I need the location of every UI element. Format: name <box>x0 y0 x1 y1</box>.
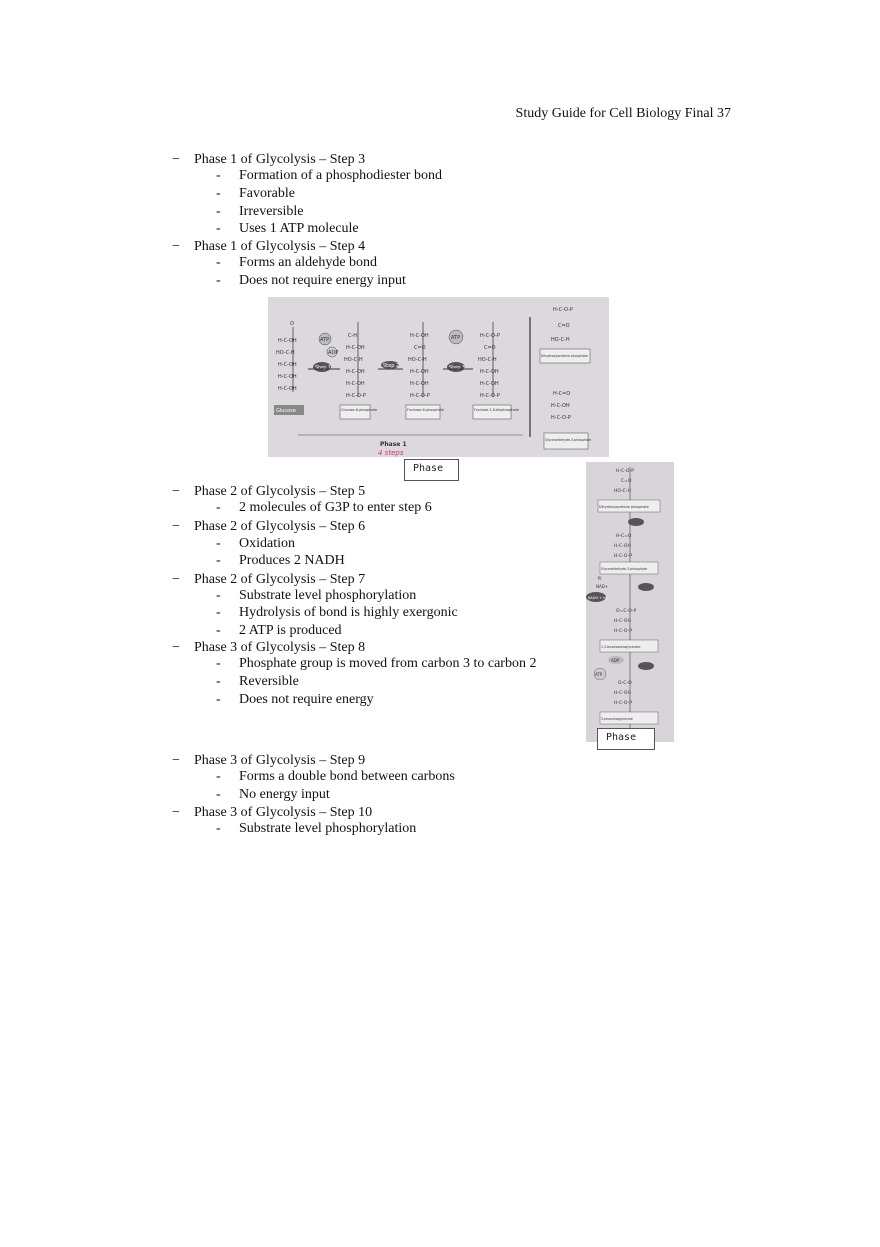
bullet-dash: − <box>172 152 180 167</box>
svg-text:H-C-OH: H-C-OH <box>278 362 297 368</box>
outline-point-text: Hydrolysis of bond is highly exergonic <box>239 605 458 620</box>
svg-text:H-C-O-P: H-C-O-P <box>410 393 430 399</box>
outline-point <box>216 604 458 621</box>
f16bp-label: Fructose-1,6-bisphosphate <box>474 408 520 412</box>
outline-point-text: Produces 2 NADH <box>239 553 345 568</box>
bullet-hyphen: - <box>216 623 221 638</box>
svg-text:H-C-OH: H-C-OH <box>346 381 365 387</box>
svg-text:H-C-OH: H-C-OH <box>346 369 365 375</box>
svg-text:H-C=O: H-C=O <box>553 391 571 397</box>
svg-text:HO-C-H: HO-C-H <box>551 337 570 343</box>
pi-label: Pi <box>598 576 602 581</box>
outline-point-text: Irreversible <box>239 204 304 219</box>
f6p-label: Fructose-6-phosphate <box>407 408 444 412</box>
svg-text:H-C=O: H-C=O <box>616 534 632 539</box>
atp-label-3: ATP <box>595 672 603 677</box>
figure1-caption: Phase <box>404 459 459 481</box>
outline-point-text: Substrate level phosphorylation <box>239 821 417 836</box>
outline-point <box>216 220 359 237</box>
g3p-label-2: Glyceraldehyde-3-phosphate <box>601 567 648 571</box>
step3-label: Step 3 <box>449 365 466 371</box>
bullet-hyphen: - <box>216 656 221 671</box>
outline-heading <box>172 639 366 656</box>
svg-text:H-C-OH: H-C-OH <box>614 691 631 696</box>
svg-text:O-C-O: O-C-O <box>618 681 632 686</box>
bullet-hyphen: - <box>216 787 221 802</box>
glucose-label: Glucose <box>276 408 296 414</box>
svg-text:H-C-O-P: H-C-O-P <box>616 469 634 474</box>
outline-point <box>216 254 378 271</box>
phase2-diagram-photo <box>586 462 674 742</box>
outline-point-text: Oxidation <box>239 536 295 551</box>
outline-point-text: Favorable <box>239 186 295 201</box>
outline-point <box>216 203 304 220</box>
svg-text:H-C-OH: H-C-OH <box>480 381 499 387</box>
bullet-dash: − <box>172 239 180 254</box>
outline-point-text: 2 molecules of G3P to enter step 6 <box>239 500 432 515</box>
svg-text:H-C-OH: H-C-OH <box>551 403 570 409</box>
bullet-hyphen: - <box>216 674 221 689</box>
outline-heading <box>172 518 366 535</box>
outline-point <box>216 587 417 604</box>
outline-point-text: Formation of a phosphodiester bond <box>239 168 442 183</box>
outline-point-text: Reversible <box>239 674 299 689</box>
step2-label: Step 2 <box>383 363 400 369</box>
outline-heading-text: Phase 3 of Glycolysis – Step 8 <box>194 640 366 655</box>
outline-point-text: Forms an aldehyde bond <box>239 255 378 270</box>
outline-heading <box>172 151 366 168</box>
outline-point <box>216 786 330 803</box>
atp-label-2: ATP <box>451 335 461 341</box>
outline-point-text: Forms a double bond between carbons <box>239 769 455 784</box>
svg-text:H-C-O-P: H-C-O-P <box>480 393 500 399</box>
outline-heading-text: Phase 3 of Glycolysis – Step 9 <box>194 753 366 768</box>
outline-point-text: 2 ATP is produced <box>239 623 342 638</box>
outline-point <box>216 167 442 184</box>
outline-point <box>216 768 455 785</box>
outline-point <box>216 552 345 569</box>
bullet-hyphen: - <box>216 273 221 288</box>
svg-text:C=O: C=O <box>558 323 570 329</box>
bullet-dash: − <box>172 572 180 587</box>
bullet-hyphen: - <box>216 255 221 270</box>
handwritten-note: 4 steps <box>378 449 404 457</box>
svg-text:H-C-O-P: H-C-O-P <box>614 701 632 706</box>
outline-heading-text: Phase 3 of Glycolysis – Step 10 <box>194 805 373 820</box>
svg-text:H-C-OH: H-C-OH <box>614 619 631 624</box>
outline-heading <box>172 804 373 821</box>
atp-label: ATP <box>320 337 330 343</box>
svg-text:HO-C-H: HO-C-H <box>478 357 497 363</box>
svg-text:H-C-OH: H-C-OH <box>614 544 631 549</box>
svg-text:H-C-OH: H-C-OH <box>278 386 297 392</box>
bullet-hyphen: - <box>216 605 221 620</box>
3pg-label: 3-phosphoglycerate <box>601 717 633 721</box>
bullet-hyphen: - <box>216 821 221 836</box>
svg-text:H-C-OH: H-C-OH <box>278 338 297 344</box>
outline-heading <box>172 238 366 255</box>
dhap-label-2: Dihydroxyacetone phosphate <box>599 505 649 509</box>
svg-text:H-C-OH: H-C-OH <box>346 345 365 351</box>
adp-label-2: ADP <box>611 658 620 663</box>
bullet-hyphen: - <box>216 186 221 201</box>
svg-text:H-C-O-P: H-C-O-P <box>614 629 632 634</box>
figure2-caption: Phase <box>597 728 655 750</box>
phase1-diagram-photo <box>268 297 609 457</box>
outline-point <box>216 535 295 552</box>
nadh-label: NADH + H+ <box>588 596 609 600</box>
svg-text:H-C-O-P: H-C-O-P <box>614 554 632 559</box>
bullet-hyphen: - <box>216 500 221 515</box>
outline-point <box>216 655 537 672</box>
dhap-label: Dihydroxyacetone phosphate <box>541 354 588 358</box>
outline-point <box>216 820 417 837</box>
svg-text:H-C-OH: H-C-OH <box>410 333 429 339</box>
bullet-hyphen: - <box>216 553 221 568</box>
bullet-hyphen: - <box>216 536 221 551</box>
svg-text:C=O: C=O <box>414 345 426 351</box>
bullet-hyphen: - <box>216 168 221 183</box>
adp-label: ADP <box>328 350 339 356</box>
outline-point-text: Phosphate group is moved from carbon 3 to carbon 2 <box>239 656 537 671</box>
svg-text:H-C-O-P: H-C-O-P <box>553 307 573 313</box>
nad-label: NAD+ <box>596 584 609 589</box>
svg-text:H-C-OH: H-C-OH <box>278 374 297 380</box>
svg-text:O=C-O-P: O=C-O-P <box>616 609 637 614</box>
bullet-dash: − <box>172 519 180 534</box>
bullet-dash: − <box>172 753 180 768</box>
outline-point-text: Does not require energy input <box>239 273 406 288</box>
outline-heading-text: Phase 2 of Glycolysis – Step 6 <box>194 519 366 534</box>
outline-heading-text: Phase 2 of Glycolysis – Step 7 <box>194 572 366 587</box>
bullet-dash: − <box>172 484 180 499</box>
svg-text:C-H: C-H <box>348 333 358 339</box>
svg-text:H-C-OH: H-C-OH <box>410 369 429 375</box>
phase1-label: Phase 1 <box>380 441 407 448</box>
outline-point <box>216 673 299 690</box>
outline-heading-text: Phase 1 of Glycolysis – Step 3 <box>194 152 366 167</box>
svg-text:H-C-O-P: H-C-O-P <box>551 415 571 421</box>
outline-point-text: No energy input <box>239 787 330 802</box>
step1-label: Step 1 <box>315 365 332 371</box>
svg-text:C=O: C=O <box>484 345 496 351</box>
svg-text:O: O <box>290 321 294 327</box>
outline-point-text: Substrate level phosphorylation <box>239 588 417 603</box>
bullet-hyphen: - <box>216 769 221 784</box>
outline-heading <box>172 483 366 500</box>
bullet-hyphen: - <box>216 692 221 707</box>
outline-point-text: Uses 1 ATP molecule <box>239 221 359 236</box>
bullet-hyphen: - <box>216 588 221 603</box>
svg-text:C=O: C=O <box>621 479 632 484</box>
outline-point <box>216 499 432 516</box>
svg-text:HO-C-H: HO-C-H <box>344 357 363 363</box>
g3p-label: Glyceraldehyde-3-phosphate <box>545 438 592 442</box>
running-header: Study Guide for Cell Biology Final 37 <box>515 106 731 121</box>
outline-heading <box>172 571 366 588</box>
bullet-dash: − <box>172 805 180 820</box>
outline-point <box>216 185 295 202</box>
outline-heading <box>172 752 366 769</box>
bullet-dash: − <box>172 640 180 655</box>
g6p-label: Glucose-6-phosphate <box>341 408 378 412</box>
outline-heading-text: Phase 1 of Glycolysis – Step 4 <box>194 239 366 254</box>
bullet-hyphen: - <box>216 204 221 219</box>
svg-text:H-C-O-P: H-C-O-P <box>480 333 500 339</box>
svg-text:HO-C-H: HO-C-H <box>614 489 631 494</box>
svg-text:HO-C-H: HO-C-H <box>276 350 295 356</box>
outline-point-text: Does not require energy <box>239 692 374 707</box>
svg-text:H-C-OH: H-C-OH <box>480 369 499 375</box>
outline-point <box>216 691 374 708</box>
outline-heading-text: Phase 2 of Glycolysis – Step 5 <box>194 484 366 499</box>
outline-point <box>216 272 406 289</box>
bpg-label: 1,3-bisphosphoglycerate <box>601 645 641 649</box>
outline-point <box>216 622 342 639</box>
bullet-hyphen: - <box>216 221 221 236</box>
svg-text:H-C-O-P: H-C-O-P <box>346 393 366 399</box>
svg-text:HO-C-H: HO-C-H <box>408 357 427 363</box>
svg-text:H-C-OH: H-C-OH <box>410 381 429 387</box>
